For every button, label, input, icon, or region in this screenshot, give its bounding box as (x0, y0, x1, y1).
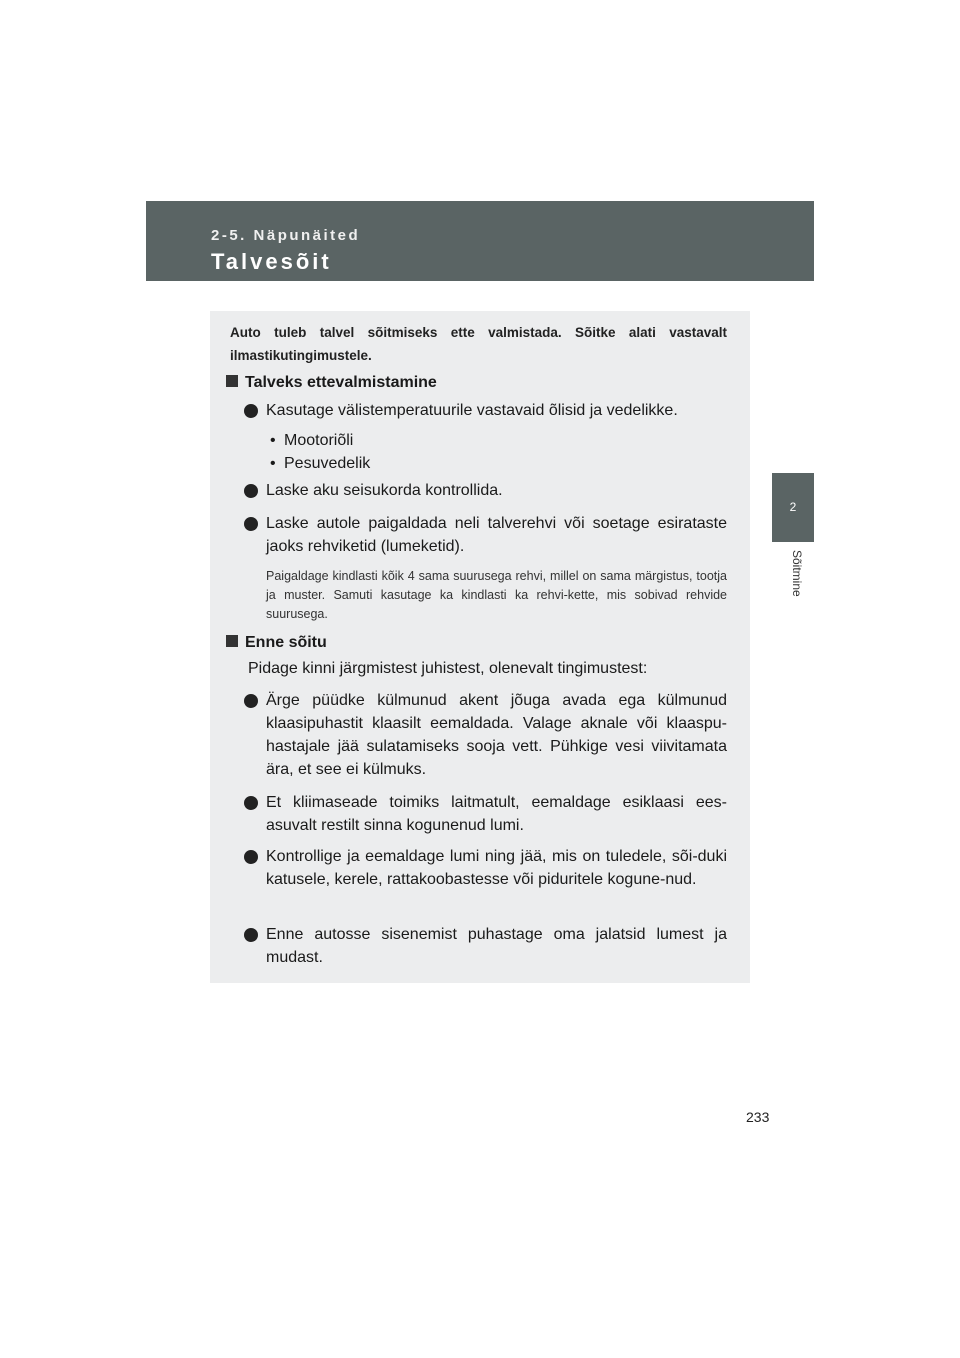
bullet-dot-icon (244, 517, 258, 531)
chapter-tab: 2 (772, 473, 814, 542)
bullet-item (244, 923, 727, 969)
sub-item-text: Pesuvedelik (284, 455, 371, 472)
bullet-item (244, 399, 727, 422)
bullet-text: Enne autosse sisenemist puhastage oma jalatsid lumest ja mudast. (266, 926, 727, 966)
note-text: Paigaldage kindlasti kõik 4 sama suurusega rehvi, millel on sama märgistus, tootja ja muster. Samuti kasutage ka kindlasti ka rehvi-kette, mis sobivad rehvide suurusega. (266, 569, 727, 621)
bullet-dot-icon (244, 484, 258, 498)
bullet-item (244, 512, 727, 558)
square-bullet-icon (226, 635, 238, 647)
section-heading-preparation (226, 374, 437, 392)
section-label: 2-5. Näpunäited (211, 227, 361, 244)
small-bullet-icon: • (270, 432, 276, 449)
bullet-dot-icon (244, 694, 258, 708)
bullet-dot-icon (244, 928, 258, 942)
bullet-text: Laske aku seisukorda kontrollida. (266, 482, 503, 499)
page-number: 233 (746, 1109, 770, 1125)
heading-text: Talveks ettevalmistamine (245, 374, 437, 391)
bullet-text: Ärge püüdke külmunud akent jõuga avada ega külmunud klaasipuhastit klaasilt eemaldada. Valage aknale või klaaspu-hastajale jää sulatamiseks sooja vett. Pühkige vesi viivitamata ära, et see ei külmuks. (266, 692, 727, 778)
heading-text: Enne sõitu (245, 634, 327, 651)
section-heading-before-driving (226, 634, 327, 652)
bullet-text: Kontrollige ja eemaldage lumi ning jää, mis on tuledele, sõi-duki katusele, kerele, rattakoobastesse või piduritele kogune-nud. (266, 848, 727, 888)
bullet-dot-icon (244, 404, 258, 418)
bullet-dot-icon (244, 850, 258, 864)
bullet-dot-icon (244, 796, 258, 810)
sub-item-text: Mootoriõli (284, 432, 354, 449)
square-bullet-icon (226, 375, 238, 387)
sub-item (270, 432, 353, 450)
chapter-header (146, 201, 814, 281)
bullet-text: Et kliimaseade toimiks laitmatult, eemaldage esiklaasi ees-asuvalt restilt sinna kogunenud lumi. (266, 794, 727, 834)
bullet-text: Laske autole paigaldada neli talverehvi või soetage esirataste jaoks rehviketid (lumeketid). (266, 515, 727, 555)
bullet-text: Kasutage välistemperatuurile vastavaid õlisid ja vedelikke. (266, 402, 678, 419)
sub-item (270, 455, 370, 473)
content-box (210, 311, 750, 983)
bullet-item (244, 845, 727, 891)
lead-text: Pidage kinni järgmistest juhistest, olenevalt tingimustest: (248, 660, 648, 677)
intro-text: Auto tuleb talvel sõitmiseks ette valmistada. Sõitke alati vastavalt ilmastikutingimustele. (230, 325, 727, 363)
page-title: Talvesõit (211, 249, 332, 274)
chapter-tab-label: Sõitmine (790, 550, 804, 597)
small-bullet-icon: • (270, 455, 276, 472)
bullet-item (244, 479, 727, 502)
bullet-item (244, 791, 727, 837)
bullet-item (244, 689, 727, 781)
